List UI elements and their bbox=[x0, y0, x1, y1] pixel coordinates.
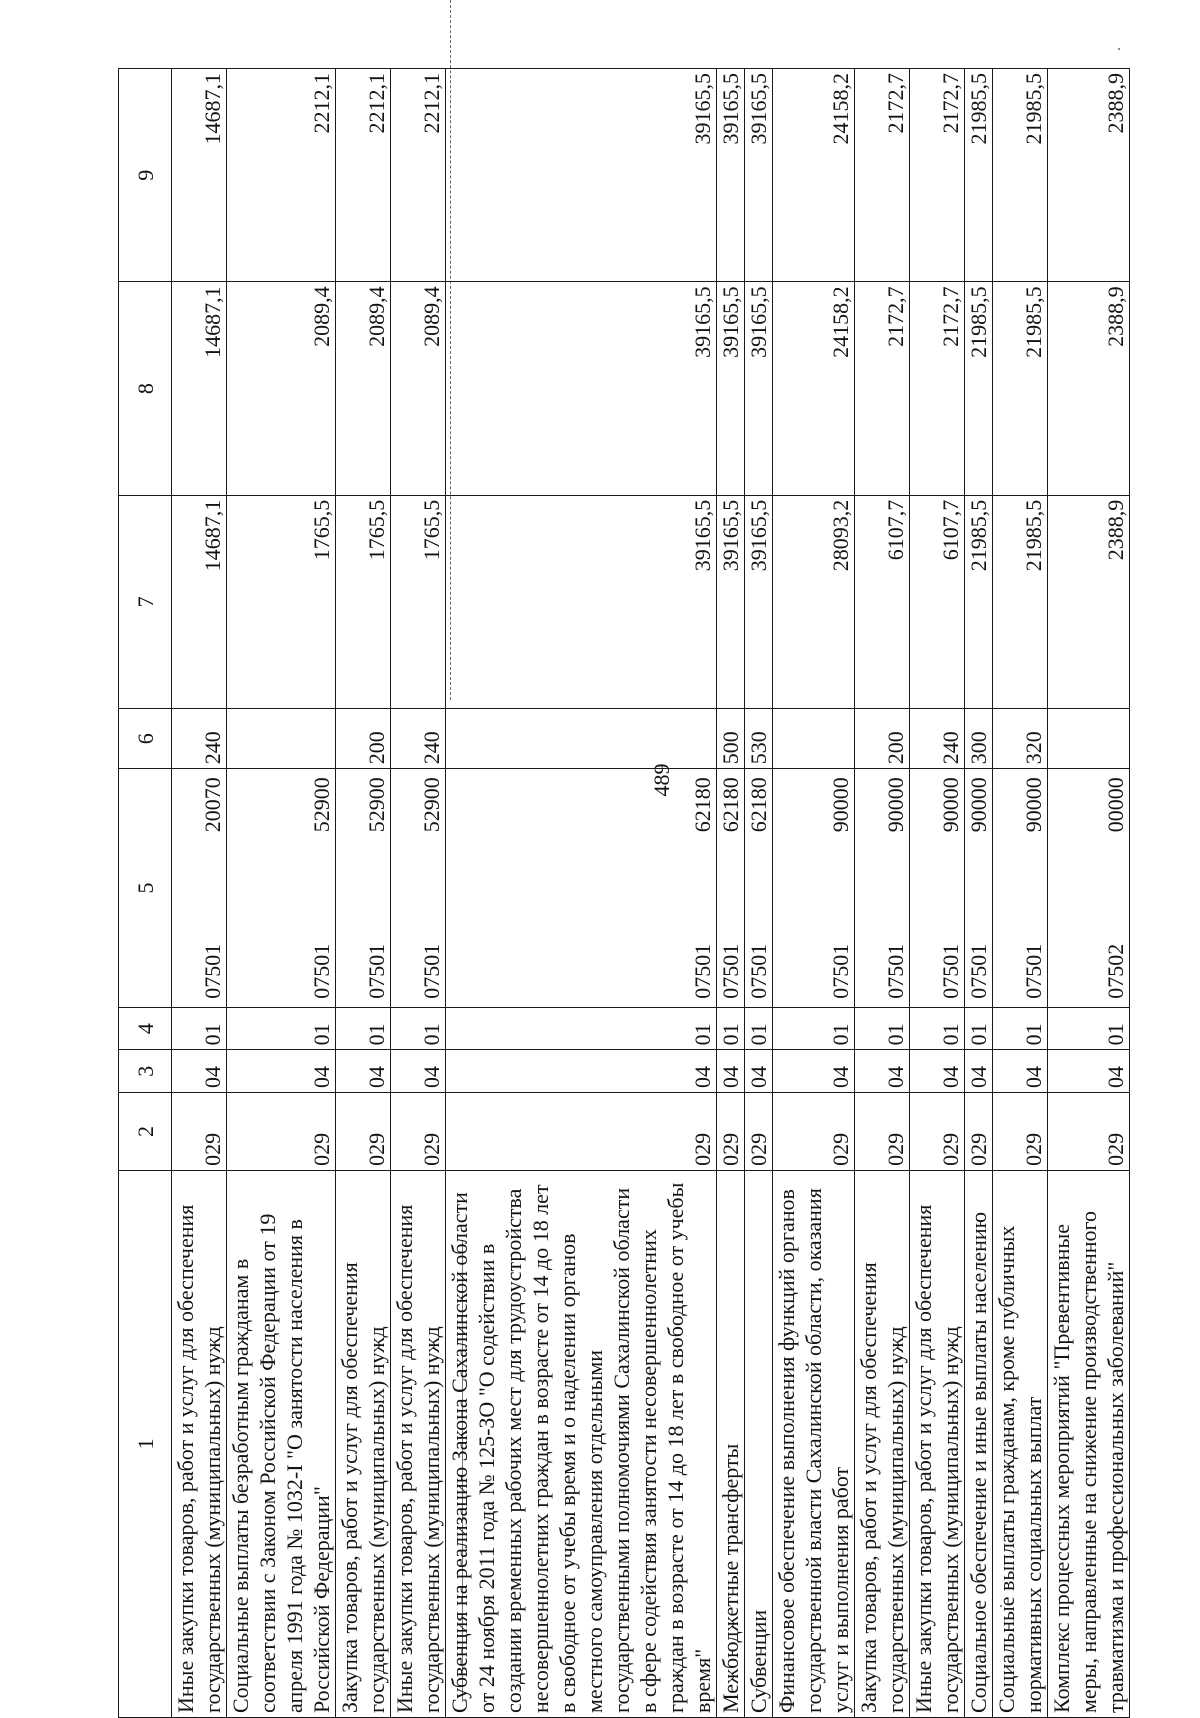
row-name: Иные закупки товаров, работ и услуг для обеспечения государственных (муниципальных) нужд bbox=[910, 1170, 965, 1717]
section-code: 04 bbox=[745, 1050, 773, 1093]
amount-year-1: 1765,5 bbox=[336, 495, 391, 708]
subsection-code: 01 bbox=[910, 1007, 965, 1050]
amount-year-1: 14687,1 bbox=[172, 495, 227, 708]
admin-code: 029 bbox=[993, 1093, 1048, 1171]
direction-code: 20070 bbox=[200, 777, 225, 833]
target-article-cell bbox=[745, 769, 773, 1007]
table-row bbox=[336, 69, 391, 1718]
section-code: 04 bbox=[1048, 1050, 1130, 1093]
amount-year-3: 39165,5 bbox=[717, 69, 745, 282]
row-name: Социальные выплаты гражданам, кроме публичных нормативных социальных выплат bbox=[993, 1170, 1048, 1717]
program-code: 07501 bbox=[828, 943, 853, 999]
direction-code: 52900 bbox=[364, 777, 389, 833]
amount-year-3: 21985,5 bbox=[993, 69, 1048, 282]
header-row bbox=[119, 69, 172, 1718]
table-row bbox=[172, 69, 227, 1718]
expense-type-code: 240 bbox=[910, 709, 965, 769]
amount-year-1: 2388,9 bbox=[1048, 495, 1130, 708]
row-name: Субвенция на реализацию Закона Сахалинской области от 24 ноября 2011 года № 125-ЗО "О содействии в создании временных рабочих мест для трудоустройства несовершеннолетних граждан в возрасте от 14 до 18 лет в свободное от учебы время и о наделении органов местного самоуправления отдельными государственными полномочиями Сахалинской области в сфере содействия занятости несовершеннолетних граждан в возрасте от 14 до 18 лет в свободное от учебы время" bbox=[446, 1170, 717, 1717]
section-code: 04 bbox=[993, 1050, 1048, 1093]
program-code: 07501 bbox=[419, 943, 444, 999]
section-code: 04 bbox=[855, 1050, 910, 1093]
program-code: 07502 bbox=[1103, 943, 1128, 999]
direction-code: 90000 bbox=[938, 777, 963, 833]
scan-speck bbox=[1118, 48, 1120, 50]
expense-type-code: 200 bbox=[855, 709, 910, 769]
amount-year-2: 2089,4 bbox=[227, 282, 336, 495]
amount-year-2: 24158,2 bbox=[773, 282, 855, 495]
expense-type-code bbox=[773, 709, 855, 769]
subsection-code: 01 bbox=[391, 1007, 446, 1050]
header-cell: 4 bbox=[119, 1007, 172, 1050]
target-article-cell bbox=[227, 769, 336, 1007]
header-cell: 5 bbox=[119, 769, 172, 1007]
amount-year-1: 1765,5 bbox=[227, 495, 336, 708]
amount-year-2: 2172,7 bbox=[910, 282, 965, 495]
expense-type-code: 300 bbox=[965, 709, 993, 769]
section-code: 04 bbox=[391, 1050, 446, 1093]
row-name: Закупка товаров, работ и услуг для обеспечения государственных (муниципальных) нужд bbox=[336, 1170, 391, 1717]
direction-code: 52900 bbox=[419, 777, 444, 833]
subsection-code: 01 bbox=[717, 1007, 745, 1050]
direction-code: 62180 bbox=[718, 777, 743, 833]
target-article-cell bbox=[910, 769, 965, 1007]
amount-year-3: 2172,7 bbox=[910, 69, 965, 282]
expense-type-code bbox=[227, 709, 336, 769]
table-row bbox=[965, 69, 993, 1718]
table-row bbox=[745, 69, 773, 1718]
direction-code: 90000 bbox=[966, 777, 991, 833]
program-code: 07501 bbox=[883, 943, 908, 999]
subsection-code: 01 bbox=[965, 1007, 993, 1050]
expense-type-code: 200 bbox=[336, 709, 391, 769]
amount-year-1: 6107,7 bbox=[855, 495, 910, 708]
subsection-code: 01 bbox=[227, 1007, 336, 1050]
target-article-cell bbox=[993, 769, 1048, 1007]
amount-year-2: 39165,5 bbox=[745, 282, 773, 495]
row-name: Финансовое обеспечение выполнения функций органов государственной власти Сахалинской области, оказания услуг и выполнения работ bbox=[773, 1170, 855, 1717]
expense-type-code: 500 bbox=[717, 709, 745, 769]
table-row bbox=[1048, 69, 1130, 1718]
direction-code: 52900 bbox=[309, 777, 334, 833]
target-article-cell bbox=[773, 769, 855, 1007]
admin-code: 029 bbox=[1048, 1093, 1130, 1171]
amount-year-1: 21985,5 bbox=[993, 495, 1048, 708]
expense-type-code: 530 bbox=[745, 709, 773, 769]
expense-type-code bbox=[446, 709, 717, 769]
amount-year-1: 1765,5 bbox=[391, 495, 446, 708]
admin-code: 029 bbox=[773, 1093, 855, 1171]
section-code: 04 bbox=[336, 1050, 391, 1093]
amount-year-1: 39165,5 bbox=[745, 495, 773, 708]
direction-code: 00000 bbox=[1103, 777, 1128, 833]
admin-code: 029 bbox=[391, 1093, 446, 1171]
admin-code: 029 bbox=[965, 1093, 993, 1171]
table-row bbox=[993, 69, 1048, 1718]
amount-year-3: 39165,5 bbox=[745, 69, 773, 282]
page-number: 489 bbox=[649, 763, 674, 797]
section-code: 04 bbox=[965, 1050, 993, 1093]
target-article-cell bbox=[172, 769, 227, 1007]
header-cell: 6 bbox=[119, 709, 172, 769]
subsection-code: 01 bbox=[336, 1007, 391, 1050]
direction-code: 62180 bbox=[746, 777, 771, 833]
table-row bbox=[910, 69, 965, 1718]
subsection-code: 01 bbox=[773, 1007, 855, 1050]
section-code: 04 bbox=[717, 1050, 745, 1093]
subsection-code: 01 bbox=[172, 1007, 227, 1050]
direction-code: 62180 bbox=[690, 777, 715, 833]
program-code: 07501 bbox=[364, 943, 389, 999]
subsection-code: 01 bbox=[745, 1007, 773, 1050]
admin-code: 029 bbox=[227, 1093, 336, 1171]
amount-year-3: 2388,9 bbox=[1048, 69, 1130, 282]
amount-year-1: 6107,7 bbox=[910, 495, 965, 708]
header-cell: 8 bbox=[119, 282, 172, 495]
amount-year-3: 2212,1 bbox=[227, 69, 336, 282]
direction-code: 90000 bbox=[883, 777, 908, 833]
target-article-cell bbox=[965, 769, 993, 1007]
budget-table bbox=[118, 68, 1130, 1718]
target-article-cell bbox=[391, 769, 446, 1007]
admin-code: 029 bbox=[717, 1093, 745, 1171]
amount-year-2: 2388,9 bbox=[1048, 282, 1130, 495]
subsection-code: 01 bbox=[993, 1007, 1048, 1050]
table-row bbox=[446, 69, 717, 1718]
table-row bbox=[855, 69, 910, 1718]
row-name: Иные закупки товаров, работ и услуг для обеспечения государственных (муниципальных) нужд bbox=[172, 1170, 227, 1717]
amount-year-3: 39165,5 bbox=[446, 69, 717, 282]
target-article-cell bbox=[446, 769, 717, 1007]
expense-type-code: 240 bbox=[391, 709, 446, 769]
header-cell: 7 bbox=[119, 495, 172, 708]
target-article-cell bbox=[855, 769, 910, 1007]
expense-type-code: 240 bbox=[172, 709, 227, 769]
expense-type-code: 320 bbox=[993, 709, 1048, 769]
amount-year-1: 39165,5 bbox=[446, 495, 717, 708]
section-code: 04 bbox=[773, 1050, 855, 1093]
amount-year-3: 2212,1 bbox=[336, 69, 391, 282]
direction-code: 90000 bbox=[1021, 777, 1046, 833]
program-code: 07501 bbox=[1021, 943, 1046, 999]
section-code: 04 bbox=[910, 1050, 965, 1093]
admin-code: 029 bbox=[172, 1093, 227, 1171]
amount-year-2: 39165,5 bbox=[717, 282, 745, 495]
table-viewport bbox=[118, 68, 1128, 1718]
table-row bbox=[717, 69, 745, 1718]
header-cell: 9 bbox=[119, 69, 172, 282]
amount-year-1: 39165,5 bbox=[717, 495, 745, 708]
program-code: 07501 bbox=[690, 943, 715, 999]
program-code: 07501 bbox=[938, 943, 963, 999]
amount-year-2: 21985,5 bbox=[993, 282, 1048, 495]
subsection-code: 01 bbox=[446, 1007, 717, 1050]
subsection-code: 01 bbox=[1048, 1007, 1130, 1050]
amount-year-3: 14687,1 bbox=[172, 69, 227, 282]
section-code: 04 bbox=[227, 1050, 336, 1093]
row-name: Межбюджетные трансферты bbox=[717, 1170, 745, 1717]
amount-year-2: 21985,5 bbox=[965, 282, 993, 495]
rotated-table-wrapper bbox=[118, 68, 1128, 1718]
amount-year-3: 2172,7 bbox=[855, 69, 910, 282]
admin-code: 029 bbox=[855, 1093, 910, 1171]
row-name: Комплекс процессных мероприятий "Превентивные меры, направленные на снижение производственного травматизма и профессиональных заболеваний" bbox=[1048, 1170, 1130, 1717]
target-article-cell bbox=[717, 769, 745, 1007]
amount-year-2: 2089,4 bbox=[391, 282, 446, 495]
program-code: 07501 bbox=[966, 943, 991, 999]
amount-year-3: 2212,1 bbox=[391, 69, 446, 282]
table-row bbox=[391, 69, 446, 1718]
amount-year-1: 28093,2 bbox=[773, 495, 855, 708]
amount-year-2: 2172,7 bbox=[855, 282, 910, 495]
header-cell: 1 bbox=[119, 1170, 172, 1717]
amount-year-2: 2089,4 bbox=[336, 282, 391, 495]
program-code: 07501 bbox=[200, 943, 225, 999]
subsection-code: 01 bbox=[855, 1007, 910, 1050]
section-code: 04 bbox=[172, 1050, 227, 1093]
program-code: 07501 bbox=[309, 943, 334, 999]
admin-code: 029 bbox=[910, 1093, 965, 1171]
table-body bbox=[172, 69, 1130, 1718]
amount-year-1: 21985,5 bbox=[965, 495, 993, 708]
row-name: Иные закупки товаров, работ и услуг для обеспечения государственных (муниципальных) нужд bbox=[391, 1170, 446, 1717]
header-cell: 3 bbox=[119, 1050, 172, 1093]
table-row bbox=[227, 69, 336, 1718]
row-name: Закупка товаров, работ и услуг для обеспечения государственных (муниципальных) нужд bbox=[855, 1170, 910, 1717]
row-name: Социальные выплаты безработным гражданам в соответствии с Законом Российской Федерации от 19 апреля 1991 года № 1032-I "О занятости населения в Российской Федерации" bbox=[227, 1170, 336, 1717]
row-name: Субвенции bbox=[745, 1170, 773, 1717]
target-article-cell bbox=[336, 769, 391, 1007]
target-article-cell bbox=[1048, 769, 1130, 1007]
program-code: 07501 bbox=[746, 943, 771, 999]
amount-year-3: 21985,5 bbox=[965, 69, 993, 282]
amount-year-2: 14687,1 bbox=[172, 282, 227, 495]
expense-type-code bbox=[1048, 709, 1130, 769]
table-row bbox=[773, 69, 855, 1718]
admin-code: 029 bbox=[446, 1093, 717, 1171]
admin-code: 029 bbox=[745, 1093, 773, 1171]
direction-code: 90000 bbox=[828, 777, 853, 833]
header-cell: 2 bbox=[119, 1093, 172, 1171]
amount-year-3: 24158,2 bbox=[773, 69, 855, 282]
admin-code: 029 bbox=[336, 1093, 391, 1171]
row-name: Социальное обеспечение и иные выплаты населению bbox=[965, 1170, 993, 1717]
section-code: 04 bbox=[446, 1050, 717, 1093]
program-code: 07501 bbox=[718, 943, 743, 999]
amount-year-2: 39165,5 bbox=[446, 282, 717, 495]
